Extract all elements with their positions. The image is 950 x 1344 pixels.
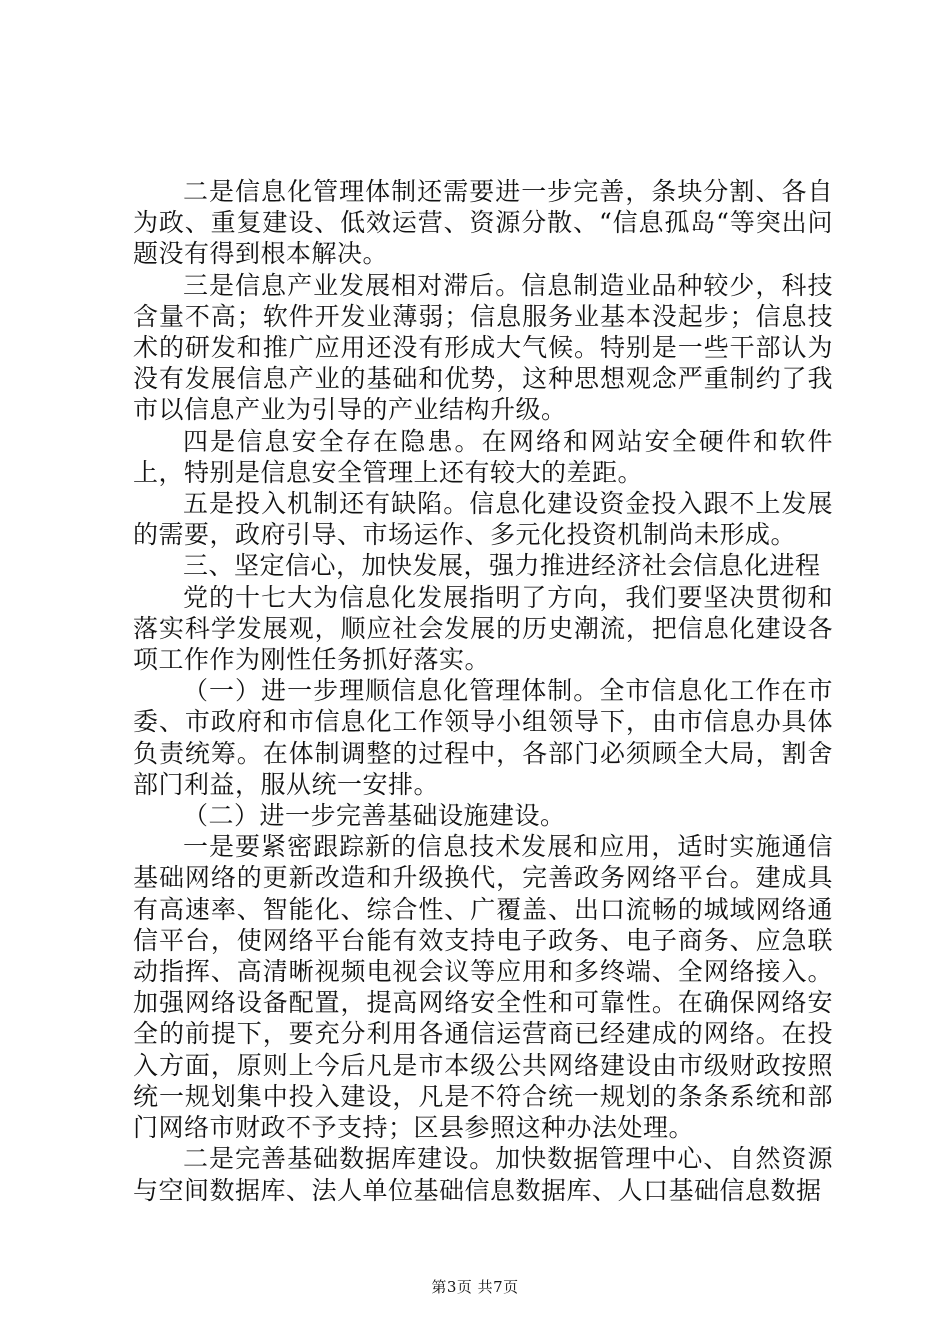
paragraph-investment-mechanism: 五是投入机制还有缺陷。信息化建设资金投入跟不上发展的需要，政府引导、市场运作、多元化投资机制尚未形成。	[133, 489, 833, 550]
section-heading-three: 三、坚定信心，加快发展，强力推进经济社会信息化进程	[183, 551, 821, 581]
paragraph-subsection-one: （一）进一步理顺信息化管理体制。全市信息化工作在市委、市政府和市信息化工作领导小组领导下，由市信息办具体负责统筹。在体制调整的过程中，各部门必须顾全大局，割舍部门利益，服从统一安排。	[133, 676, 833, 799]
page-number-footer: 第3页 共7页	[431, 1278, 519, 1296]
paragraph-network-infrastructure: 一是要紧密跟踪新的信息技术发展和应用，适时实施通信基础网络的更新改造和升级换代，完善政务网络平台。建成具有高速率、智能化、综合性、广覆盖、出口流畅的城域网络通信平台，使网络平台能有效支持电子政务、电子商务、应急联动指挥、高清晰视频电视会议等应用和多终端、全网络接入。加强网络设备配置，提高网络安全性和可靠性。在确保网络安全的前提下，要充分利用各通信运营商已经建成的网络。在投入方面，原则上今后凡是市本级公共网络建设由市级财政按照统一规划集中投入建设，凡是不符合统一规划的条条系统和部门网络市财政不予支持；区县参照这种办法处理。	[133, 832, 833, 1143]
document-body	[133, 176, 833, 1206]
paragraph-seventeenth-congress: 党的十七大为信息化发展指明了方向，我们要坚决贯彻和落实科学发展观，顺应社会发展的历史潮流，把信息化建设各项工作作为刚性任务抓好落实。	[133, 582, 833, 675]
paragraph-information-industry: 三是信息产业发展相对滞后。信息制造业品种较少，科技含量不高；软件开发业薄弱；信息服务业基本没起步；信息技术的研发和推广应用还没有形成大气候。特别是一些干部认为没有发展信息产业的基础和优势，这种思想观念严重制约了我市以信息产业为引导的产业结构升级。	[133, 270, 833, 425]
paragraph-database-construction: 二是完善基础数据库建设。加快数据管理中心、自然资源与空间数据库、法人单位基础信息数据库、人口基础信息数据	[133, 1144, 833, 1205]
paragraph-information-security: 四是信息安全存在隐患。在网络和网站安全硬件和软件上，特别是信息安全管理上还有较大的差距。	[133, 426, 833, 487]
paragraph-subsection-two-heading: （二）进一步完善基础设施建设。	[183, 801, 566, 831]
paragraph-information-management-system: 二是信息化管理体制还需要进一步完善，条块分割、各自为政、重复建设、低效运营、资源分散、“信息孤岛“等突出问题没有得到根本解决。	[133, 177, 833, 269]
